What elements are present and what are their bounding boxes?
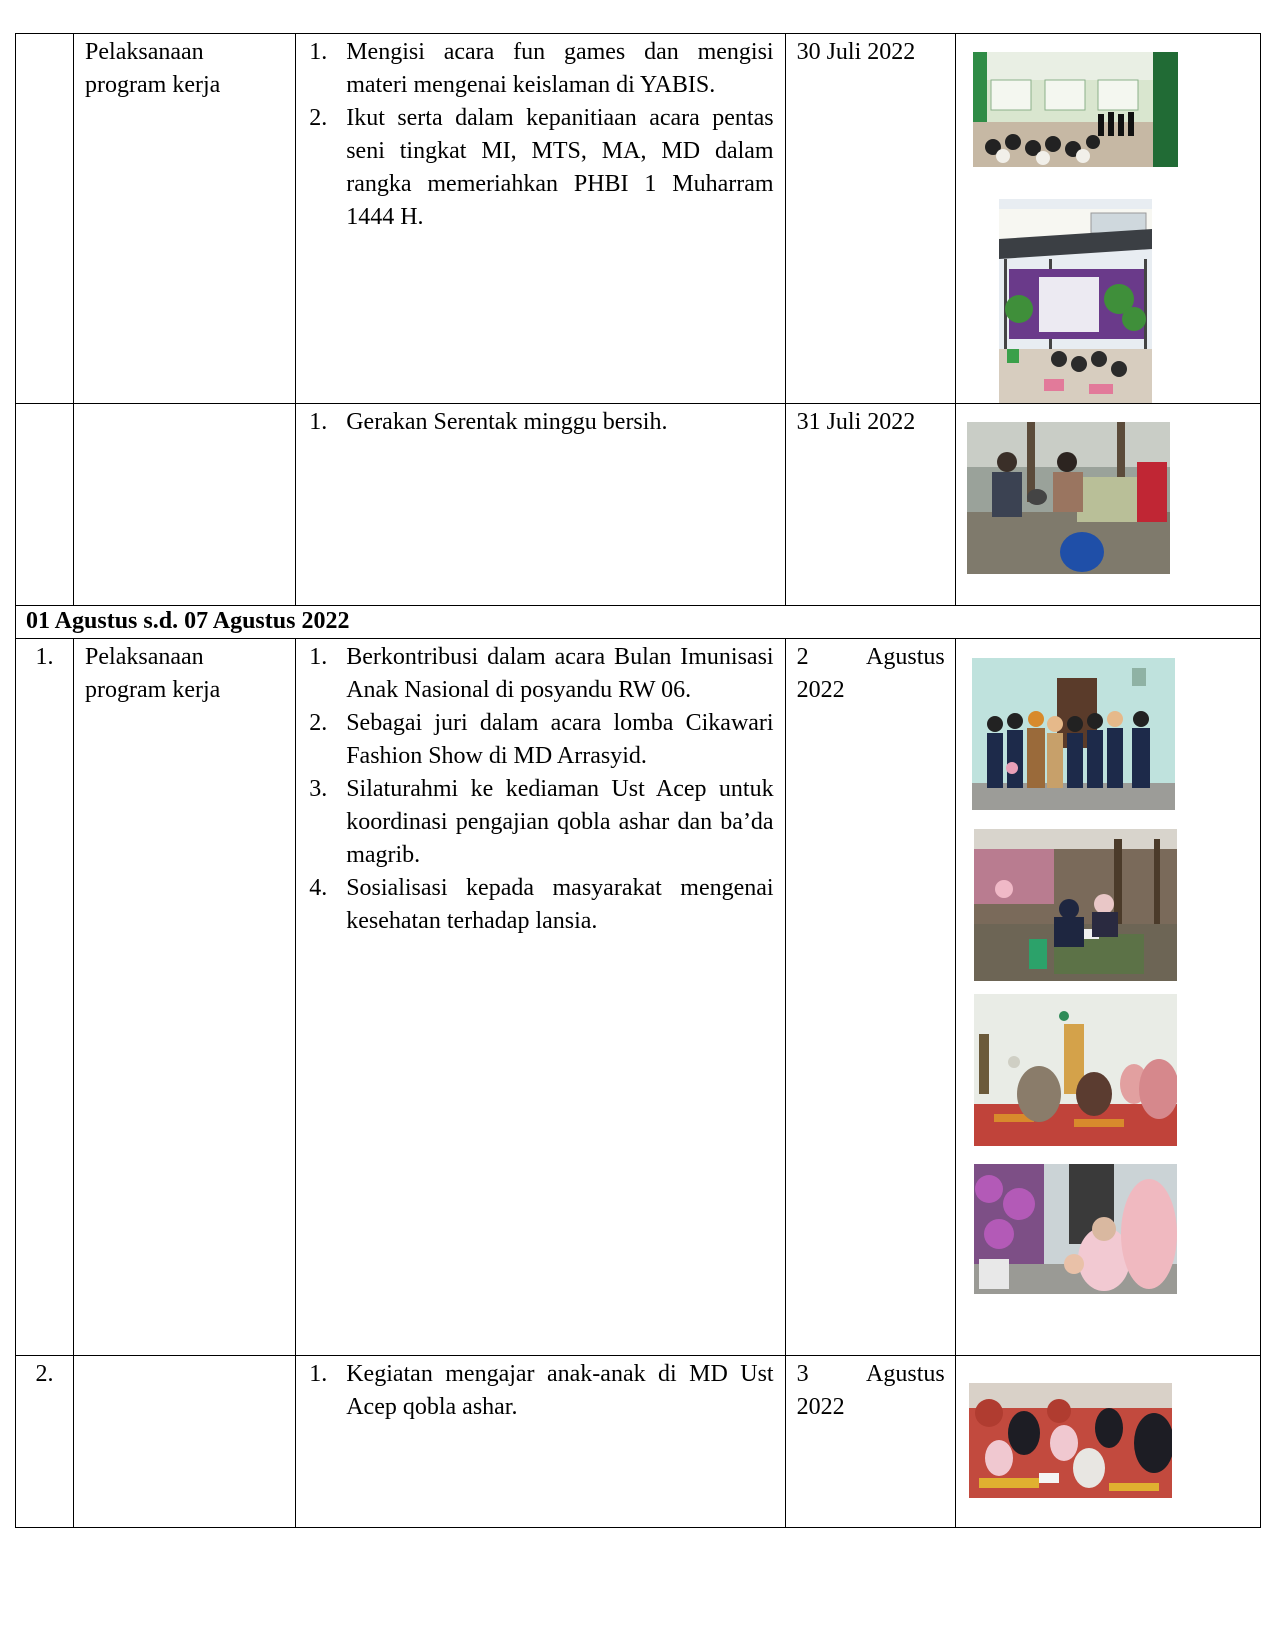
date-cell xyxy=(785,34,955,404)
photo-cell xyxy=(955,1356,1260,1528)
week-header-row xyxy=(16,606,1261,639)
activity-list xyxy=(296,639,784,938)
activities-cell xyxy=(296,404,785,606)
activities-cell xyxy=(296,34,785,404)
table-row xyxy=(16,1356,1261,1528)
week-header: 01 Agustus s.d. 07 Agustus 2022 xyxy=(16,606,1261,639)
kegiatan-label: Pelaksanaan program kerja xyxy=(85,39,221,98)
kegiatan-cell xyxy=(74,1356,296,1528)
cleanup-activity-photo xyxy=(967,422,1170,574)
row-number-cell: 2. xyxy=(16,1356,74,1528)
row-number-cell: 1. xyxy=(16,639,74,1356)
photo-cell xyxy=(955,404,1260,606)
row-number-cell xyxy=(16,404,74,606)
activity-list xyxy=(296,1356,784,1424)
date-cell xyxy=(785,1356,955,1528)
kegiatan-cell xyxy=(74,639,296,1356)
photo-cell xyxy=(955,639,1260,1356)
activity-list xyxy=(296,34,784,234)
group-photo-posyandu xyxy=(972,658,1175,810)
list-item: 3. Silaturahmi ke kediaman Ust Acep untuk koordinasi pengajian qobla ashar dan ba’da magrib. xyxy=(309,776,774,868)
outdoor-meeting-photo xyxy=(974,829,1177,981)
activity-list xyxy=(296,404,784,439)
list-item: 1. Gerakan Serentak minggu bersih. xyxy=(309,409,668,435)
list-item: 1. Mengisi acara fun games dan mengisi materi mengenai keislaman di YABIS. xyxy=(309,39,774,98)
table-row xyxy=(16,34,1261,404)
photo-cell xyxy=(955,34,1260,404)
activity-log-table xyxy=(15,33,1261,1528)
stage-performance-photo xyxy=(999,199,1152,403)
indoor-meeting-photo xyxy=(974,994,1177,1146)
date-label: 3 Agustus 2022 xyxy=(796,1361,945,1420)
elderly-visit-photo xyxy=(974,1164,1177,1294)
row-number-cell xyxy=(16,34,74,404)
list-item: 4. Sosialisasi kepada masyarakat mengenai kesehatan terhadap lansia. xyxy=(309,875,774,934)
activities-cell xyxy=(296,1356,785,1528)
list-item: 1. Kegiatan mengajar anak-anak di MD Ust Acep qobla ashar. xyxy=(309,1361,774,1420)
table-row xyxy=(16,404,1261,606)
date-label: 31 Juli 2022 xyxy=(796,409,916,435)
teaching-children-photo xyxy=(969,1383,1172,1498)
activities-cell xyxy=(296,639,785,1356)
date-label: 2 Agustus 2022 xyxy=(796,644,945,703)
date-cell xyxy=(785,404,955,606)
kegiatan-cell xyxy=(74,34,296,404)
date-cell xyxy=(785,639,955,1356)
table-row xyxy=(16,639,1261,1356)
kegiatan-cell xyxy=(74,404,296,606)
date-label: 30 Juli 2022 xyxy=(796,39,916,65)
list-item: 1. Berkontribusi dalam acara Bulan Imunisasi Anak Nasional di posyandu RW 06. xyxy=(309,644,774,703)
list-item: 2. Sebagai juri dalam acara lomba Cikawari Fashion Show di MD Arrasyid. xyxy=(309,710,774,769)
kegiatan-label: Pelaksanaan program kerja xyxy=(85,644,221,703)
classroom-event-photo xyxy=(973,52,1178,167)
list-item: 2. Ikut serta dalam kepanitiaan acara pentas seni tingkat MI, MTS, MA, MD dalam rangka memeriahkan PHBI 1 Muharram 1444 H. xyxy=(309,105,774,230)
